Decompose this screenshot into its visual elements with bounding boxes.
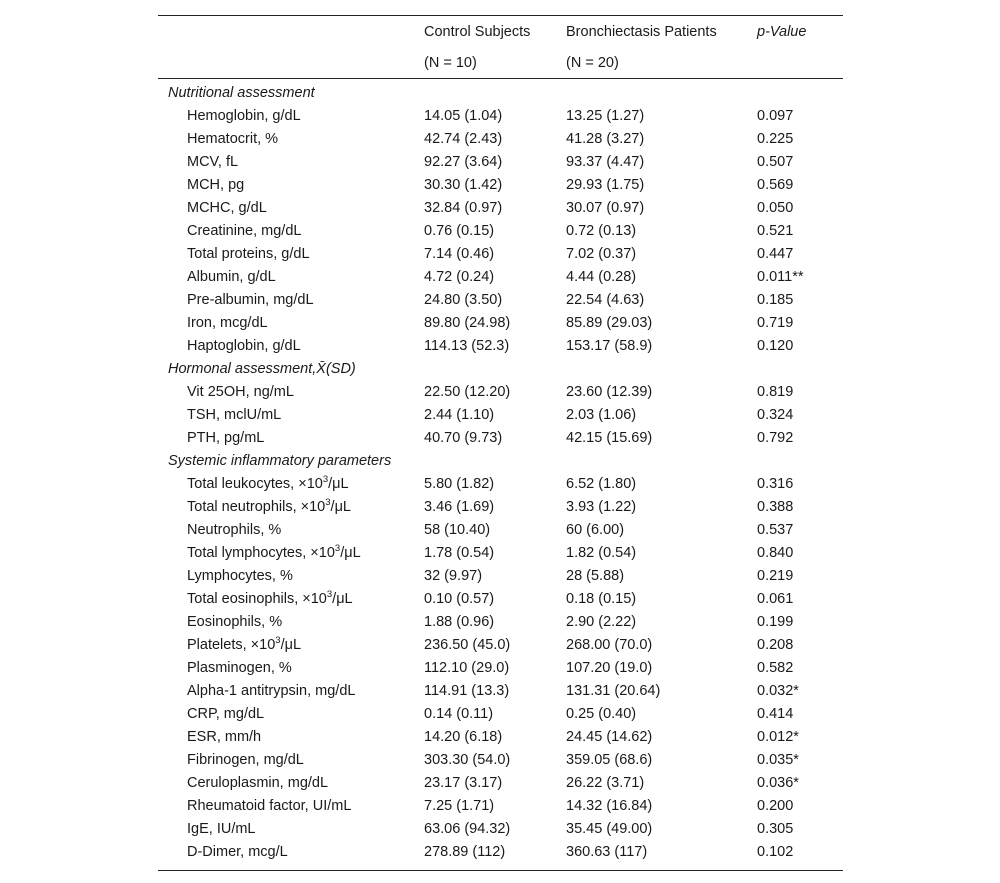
p-value: 0.012* [757, 729, 799, 745]
row-label: IgE, IU/mL [187, 821, 256, 837]
row-label: Hematocrit, % [187, 131, 279, 147]
row-label: Rheumatoid factor, UI/mL [187, 798, 352, 814]
table-row [158, 312, 843, 335]
section-heading-inflammatory [158, 450, 843, 473]
control-value: 24.80 (3.50) [424, 292, 503, 308]
row-label: TSH, mclU/mL [187, 407, 282, 423]
patients-value: 7.02 (0.37) [566, 246, 637, 262]
control-value: 42.74 (2.43) [424, 131, 503, 147]
control-value: 32 (9.97) [424, 568, 483, 584]
patients-value: 4.44 (0.28) [566, 269, 637, 285]
p-value: 0.414 [757, 706, 794, 722]
table-row [158, 519, 843, 542]
p-value: 0.102 [757, 844, 794, 860]
table-row [158, 634, 843, 657]
row-label: MCHC, g/dL [187, 200, 267, 216]
patients-value: 13.25 (1.27) [566, 108, 645, 124]
p-value: 0.035* [757, 752, 799, 768]
control-value: 89.80 (24.98) [424, 315, 511, 331]
table-row [158, 841, 843, 864]
row-label: Creatinine, mg/dL [187, 223, 302, 239]
row-label: Albumin, g/dL [187, 269, 276, 285]
control-value: 1.78 (0.54) [424, 545, 495, 561]
row-label: Eosinophils, % [187, 614, 283, 630]
p-value: 0.537 [757, 522, 794, 538]
p-value: 0.840 [757, 545, 794, 561]
p-value: 0.036* [757, 775, 799, 791]
table-row [158, 473, 843, 496]
patients-value: 2.90 (2.22) [566, 614, 637, 630]
header-control-title: Control Subjects [424, 24, 531, 40]
patients-value: 93.37 (4.47) [566, 154, 645, 170]
control-value: 236.50 (45.0) [424, 637, 511, 653]
results-table [158, 15, 843, 871]
table-row [158, 174, 843, 197]
section-title: Nutritional assessment [168, 85, 315, 101]
row-label: Fibrinogen, mg/dL [187, 752, 304, 768]
patients-value: 6.52 (1.80) [566, 476, 637, 492]
patients-value: 22.54 (4.63) [566, 292, 645, 308]
control-value: 58 (10.40) [424, 522, 491, 538]
p-value: 0.521 [757, 223, 794, 239]
table-body [158, 79, 843, 870]
table-row [158, 404, 843, 427]
p-value: 0.719 [757, 315, 794, 331]
row-label: Neutrophils, % [187, 522, 282, 538]
table-row [158, 220, 843, 243]
table-row [158, 749, 843, 772]
table-row [158, 105, 843, 128]
table-row [158, 588, 843, 611]
table-row [158, 795, 843, 818]
control-value: 7.25 (1.71) [424, 798, 495, 814]
control-value: 4.72 (0.24) [424, 269, 495, 285]
control-value: 32.84 (0.97) [424, 200, 503, 216]
p-value: 0.582 [757, 660, 794, 676]
control-value: 0.10 (0.57) [424, 591, 495, 607]
p-value: 0.199 [757, 614, 794, 630]
patients-value: 24.45 (14.62) [566, 729, 653, 745]
section-heading-nutritional [158, 82, 843, 105]
control-value: 278.89 (112) [424, 844, 506, 860]
row-label: MCH, pg [187, 177, 245, 193]
patients-value: 360.63 (117) [566, 844, 648, 860]
p-value: 0.120 [757, 338, 794, 354]
row-label: PTH, pg/mL [187, 430, 265, 446]
row-label: Pre-albumin, mg/dL [187, 292, 314, 308]
row-label: Hemoglobin, g/dL [187, 108, 301, 124]
p-value: 0.061 [757, 591, 794, 607]
patients-value: 41.28 (3.27) [566, 131, 645, 147]
p-value: 0.200 [757, 798, 794, 814]
table-row [158, 680, 843, 703]
p-value: 0.032* [757, 683, 799, 699]
control-value: 114.91 (13.3) [424, 683, 510, 699]
patients-value: 0.25 (0.40) [566, 706, 637, 722]
section-heading-hormonal [158, 358, 843, 381]
row-label: Iron, mcg/dL [187, 315, 268, 331]
control-value: 0.14 (0.11) [424, 706, 494, 722]
header-patients-title: Bronchiectasis Patients [566, 24, 717, 40]
row-label: Ceruloplasmin, mg/dL [187, 775, 329, 791]
row-label: Total neutrophils, $\times 10^3/\mu L$ [187, 497, 351, 515]
table-row [158, 565, 843, 588]
control-value: 3.46 (1.69) [424, 499, 495, 515]
table-row [158, 243, 843, 266]
table-row [158, 128, 843, 151]
p-value: 0.097 [757, 108, 794, 124]
row-label: Total proteins, g/dL [187, 246, 310, 262]
patients-value: 131.31 (20.64) [566, 683, 661, 699]
p-value: 0.305 [757, 821, 794, 837]
p-value: 0.208 [757, 637, 794, 653]
row-label: ESR, mm/h [187, 729, 262, 745]
control-value: 5.80 (1.82) [424, 476, 495, 492]
p-value: 0.792 [757, 430, 794, 446]
table-row [158, 818, 843, 841]
row-label: Vit 25OH, ng/mL [187, 384, 294, 400]
control-value: 0.76 (0.15) [424, 223, 495, 239]
patients-value: 42.15 (15.69) [566, 430, 653, 446]
table-row [158, 151, 843, 174]
control-value: 23.17 (3.17) [424, 775, 503, 791]
patients-value: 23.60 (12.39) [566, 384, 653, 400]
control-value: 7.14 (0.46) [424, 246, 495, 262]
table-row [158, 726, 843, 749]
p-value: 0.507 [757, 154, 794, 170]
p-value: 0.569 [757, 177, 794, 193]
patients-value: 359.05 (68.6) [566, 752, 653, 768]
row-label: Total eosinophils, $\times 10^3/\mu L$ [187, 589, 353, 607]
table-row [158, 427, 843, 450]
row-label: Lymphocytes, % [187, 568, 293, 584]
row-label: Total lymphocytes, $\times 10^3/\mu L$ [187, 543, 361, 561]
section-title: Hormonal assessment,X̄(SD) [168, 361, 356, 377]
p-value: 0.050 [757, 200, 794, 216]
row-label: D-Dimer, mcg/L [187, 844, 288, 860]
row-label: Haptoglobin, g/dL [187, 338, 301, 354]
section-title: Systemic inflammatory parameters [168, 453, 392, 469]
row-label: Platelets, $\times 10^3/\mu L$ [187, 635, 302, 653]
row-label: MCV, fL [187, 154, 239, 170]
table-row [158, 197, 843, 220]
table-header [158, 16, 843, 79]
row-label: Alpha-1 antitrypsin, mg/dL [187, 683, 356, 699]
p-value: 0.388 [757, 499, 794, 515]
patients-value: 14.32 (16.84) [566, 798, 653, 814]
p-value: 0.219 [757, 568, 794, 584]
table-row [158, 335, 843, 358]
p-value: 0.447 [757, 246, 794, 262]
patients-value: 268.00 (70.0) [566, 637, 653, 653]
row-label: CRP, mg/dL [187, 706, 265, 722]
patients-value: 35.45 (49.00) [566, 821, 653, 837]
patients-value: 28 (5.88) [566, 568, 625, 584]
header-patients-n: (N = 20) [566, 55, 619, 71]
p-value: 0.225 [757, 131, 794, 147]
control-value: 303.30 (54.0) [424, 752, 511, 768]
header-pvalue-title: p-Value [757, 24, 807, 40]
patients-value: 3.93 (1.22) [566, 499, 637, 515]
patients-value: 85.89 (29.03) [566, 315, 653, 331]
table-row [158, 496, 843, 519]
p-value: 0.011** [757, 269, 804, 285]
row-label: Total leukocytes, $\times 10^3/\mu L$ [187, 474, 349, 492]
p-value: 0.316 [757, 476, 794, 492]
table-row [158, 772, 843, 795]
patients-value: 0.72 (0.13) [566, 223, 637, 239]
table-row [158, 266, 843, 289]
control-value: 30.30 (1.42) [424, 177, 503, 193]
control-value: 14.20 (6.18) [424, 729, 503, 745]
table-row [158, 703, 843, 726]
table-row [158, 542, 843, 565]
patients-value: 0.18 (0.15) [566, 591, 637, 607]
patients-value: 1.82 (0.54) [566, 545, 637, 561]
p-value: 0.185 [757, 292, 794, 308]
p-value: 0.324 [757, 407, 794, 423]
patients-value: 153.17 (58.9) [566, 338, 653, 354]
table-row [158, 657, 843, 680]
control-value: 22.50 (12.20) [424, 384, 511, 400]
row-label: Plasminogen, % [187, 660, 292, 676]
patients-value: 107.20 (19.0) [566, 660, 653, 676]
control-value: 112.10 (29.0) [424, 660, 510, 676]
control-value: 40.70 (9.73) [424, 430, 503, 446]
table-row [158, 289, 843, 312]
table-row [158, 381, 843, 404]
control-value: 14.05 (1.04) [424, 108, 503, 124]
control-value: 1.88 (0.96) [424, 614, 495, 630]
p-value: 0.819 [757, 384, 794, 400]
patients-value: 30.07 (0.97) [566, 200, 645, 216]
patients-value: 29.93 (1.75) [566, 177, 645, 193]
control-value: 92.27 (3.64) [424, 154, 503, 170]
patients-value: 26.22 (3.71) [566, 775, 645, 791]
control-value: 63.06 (94.32) [424, 821, 511, 837]
patients-value: 60 (6.00) [566, 522, 625, 538]
patients-value: 2.03 (1.06) [566, 407, 637, 423]
control-value: 2.44 (1.10) [424, 407, 495, 423]
control-value: 114.13 (52.3) [424, 338, 510, 354]
table-row [158, 611, 843, 634]
header-control-n: (N = 10) [424, 55, 477, 71]
